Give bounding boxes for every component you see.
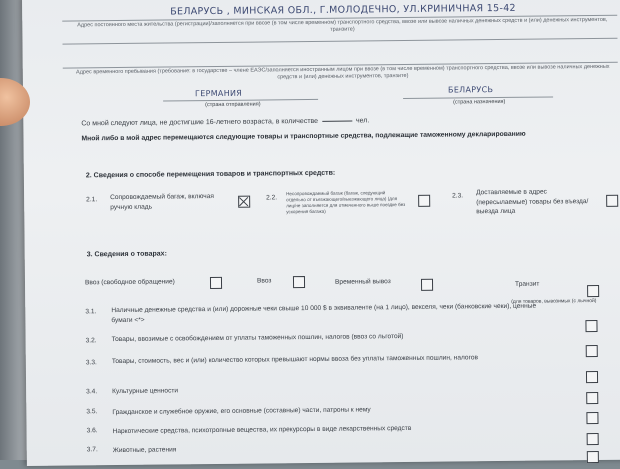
- s3-mode-temp-export: Временный вывоз: [334, 278, 391, 286]
- s3-item-3-number: 3.3.: [85, 359, 97, 367]
- s3-item-2-number: 3.2.: [85, 337, 97, 345]
- s3-item-4-checkbox[interactable]: [586, 392, 598, 404]
- section-3-title: 3. Сведения о товарах:: [86, 250, 167, 259]
- transit-caption: (для товаров, вывозимых (с лычной): [511, 298, 597, 305]
- s3-mode-transit: Транзит: [515, 280, 540, 288]
- s3-item-7-checkbox[interactable]: [587, 451, 599, 463]
- s2-item-3-label: Доставляемые в адрес (пересылаемые) товары без въезда/выезда лица: [476, 188, 589, 216]
- s3-mode-transit-checkbox[interactable]: [587, 285, 599, 297]
- s3-mode-temp-export-checkbox[interactable]: [421, 279, 433, 291]
- country-to-caption: (страна назначения): [453, 98, 506, 106]
- country-from-value: ГЕРМАНИЯ: [194, 88, 243, 99]
- s2-item-3-checkbox[interactable]: [606, 195, 618, 207]
- s3-item-7-number: 3.7.: [86, 446, 98, 454]
- s3-item-6-number: 3.6.: [86, 427, 98, 435]
- s2-item-3-number: 2.3.: [452, 192, 464, 200]
- s3-mode-import: Ввоз: [256, 277, 272, 285]
- s3-mode-free-circulation-checkbox[interactable]: [210, 277, 222, 289]
- s3-item-2-label: Товары, ввозимые с освобождением от уплаты таможенных пошлин, налогов (ввоз со льготой): [111, 333, 404, 344]
- address-caption: Адрес постоянного места жительства (регистрации)/заполняется при ввозе (в том числе временном) транспортного средства, ввозе или вывозе наличных денежных средств и (или) денежных инструментов, транзите): [77, 16, 608, 33]
- s3-item-3-checkbox[interactable]: [586, 371, 598, 383]
- s3-item-4-number: 3.4.: [86, 388, 98, 396]
- s3-item-5-number: 3.5.: [86, 408, 98, 416]
- s2-item-1-label: Сопровождаемый багаж, включая ручную кладь: [110, 193, 214, 211]
- s3-item-1-number: 3.1.: [85, 308, 97, 316]
- s3-item-5-checkbox[interactable]: [586, 412, 598, 424]
- s3-item-5-label: Гражданское и служебное оружие, его основные (составные) части, патроны к нему: [112, 406, 371, 417]
- temp-address-caption: Адрес временного пребывания (требование: в государстве – члене ЕАЭС/заполняется иностранным лицом при ввозе (в том числе временном) транспортного средства, ввозе или вывозе наличных денежных средств и (или) денежных инструментов, транзите): [76, 63, 610, 81]
- customs-declaration-page: [22, 0, 620, 466]
- minors-unit: чел.: [355, 117, 370, 125]
- s2-item-1-number: 2.1.: [86, 196, 98, 204]
- s2-item-1-checkbox[interactable]: [238, 196, 250, 208]
- s3-item-2-checkbox[interactable]: [586, 345, 598, 357]
- s3-item-6-label: Наркотические средства, психотропные вещества, их прекурсоры в виде лекарственных средств: [112, 424, 412, 436]
- s3-item-7-label: Животные, растения: [112, 446, 177, 455]
- s2-item-2-number: 2.2.: [266, 194, 278, 202]
- s3-mode-free-circulation: Ввоз (свободное обращение): [84, 278, 175, 287]
- minors-label: Со мной следуют лица, не достигшие 16-летнего возраста, в количестве: [81, 117, 319, 128]
- section-2-title: 2. Сведения о способе перемещения товаров и транспортных средств:: [85, 169, 336, 180]
- goods-statement: Мной либо в мой адрес перемещаются следующие товары и транспортные средства, подлежащие таможенному декларированию: [81, 130, 526, 143]
- s2-item-2-checkbox[interactable]: [418, 195, 430, 207]
- s2-item-2-label: Несопровождаемый багаж (багаж, следующий отдельно от въезжающего/выезжающего лица) (для лиц/не заполняется для отмеченного выше поездке без ускорения багажа): [286, 190, 406, 215]
- s3-item-1-label: Наличные денежные средства и (или) дорожные чеки свыше 10 000 $ в эквиваленте (на 1 лицо), векселя, чеки (банковские чеки), ценные бумаги <*>: [111, 302, 537, 325]
- s3-item-4-label: Культурные ценности: [112, 387, 179, 396]
- s3-item-6-checkbox[interactable]: [587, 433, 599, 445]
- address-line-2: [63, 38, 618, 45]
- minors-count-field[interactable]: [322, 120, 352, 121]
- s3-item-1-checkbox[interactable]: [585, 320, 597, 332]
- minors-row: [81, 117, 369, 127]
- country-to-value: БЕЛАРУСЬ: [447, 85, 494, 95]
- address-value: БЕЛАРУСЬ , МИНСКАЯ ОБЛ., Г.МОЛОДЕЧНО, УЛ.КРИНИЧНАЯ 15-42: [170, 2, 516, 18]
- s3-mode-import-checkbox[interactable]: [293, 276, 305, 288]
- s3-item-3-label: Товары, стоимость, вес и (или) количество которых превышают нормы ввоза без уплаты таможенных пошлин, налогов: [111, 354, 479, 366]
- country-from-caption: (страна отправления): [205, 101, 261, 109]
